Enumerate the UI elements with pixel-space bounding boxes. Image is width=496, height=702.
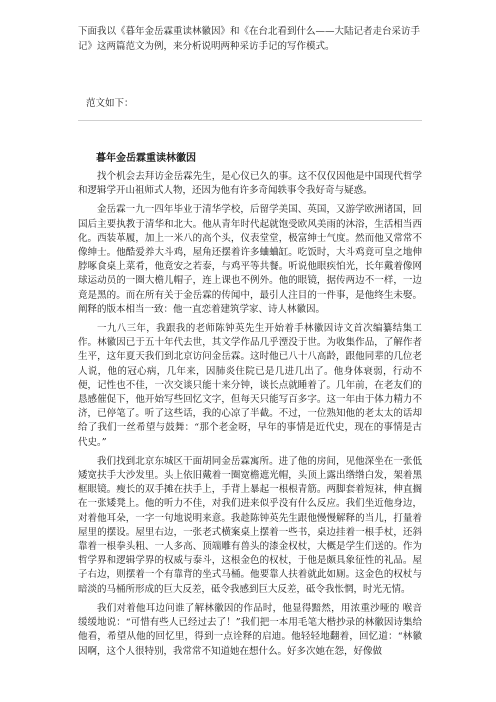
article-title: 暮年金岳霖重读林徽因 bbox=[96, 153, 196, 164]
sample-label: 范文如下： bbox=[86, 98, 134, 109]
article-body bbox=[78, 170, 422, 664]
paragraph: 找个机会去拜访金岳霖先生，是心仪已久的事。这不仅仅因他是中国现代哲学和逻辑学开山祖师式人物，还因为他有许多奇闻轶事令我好奇与疑惑。 bbox=[78, 171, 422, 197]
paragraph: 我们对着他耳边问谁了解林徽因的作品时，他显得黯然，用浓重沙哑的 喉音缓缓地说：“可惜有些人已经过去了！”我们把一本用毛笔大楷抄录的林徽因诗集给他看，希望从他的回忆里，得到一点诠释的启迪。他轻轻地翻着，回忆道：“林徽因啊，这个人很特别，我常常不知道她在想什么。好多次她在怨，好像做 bbox=[78, 602, 422, 657]
divider bbox=[78, 120, 422, 121]
intro-paragraph: 下面我以《暮年金岳霖重读林徽因》和《在台北看到什么——大陆记者走台采访手记》这两篇范文为例，来分析说明两种采访手记的写作模式。 bbox=[78, 26, 421, 52]
paragraph: 金岳霖一九一四年毕业于清华学校，后留学美国、英国，又游学欧洲诸国，回国后主要执教于清华和北大。他从青年时代起就饱受欧风美雨的沐浴，生活相当西化。西装革履，加上一米八的高个头，仪表堂堂，极富绅士气度。然而他又常常不像绅士。他酷爱养大斗鸡，屋角还摆着许多蛐蛐缸。吃饭时，大斗鸡竟可皇之地伸脖啄食桌上菜肴，他竟安之若泰，与鸡平等共餐。听说他眼疾怕光，长年戴着像网球运动员的一圈大檐儿帽子，连上课也不例外。他的眼镜，据传两边不一样，一边竟是黑的。而在所有关于金岳霖的传闻中，最引人注目的一件事，是他终生未娶。阐释的版本相当一致：他一直恋着建筑学家、诗人林徽因。 bbox=[78, 204, 422, 315]
paragraph: 一九八三年，我跟我的老师陈钟英先生开始着手林徽因诗文首次编纂结集工作。林徽因已于五十年代去世，其文学作品几乎湮没于世。为收集作品，了解作者生平，这年夏天我们到北京访问金岳霖。这时他已八十八高龄，跟他同辈的几位老人说，他的冠心病，几年来，因肺炎住院已是几进几出了。他身体衰弱，行动不便，记性也不佳，一次交谈只能十来分钟，谈长点就睡着了。几年前，在老友们的恳感催促下，他开始写些回忆文字，但每天只能写百多字。这一年由于体力精力不济，已停笔了。听了这些话，我的心凉了半截。不过，一位熟知他的老太太的话却给了我们一丝希望与鼓舞：“那个老金呀，早年的事情是近代史，现在的事情是古代史。” bbox=[78, 323, 422, 448]
paragraph: 我们找到北京东城区干面胡同金岳霖寓所。进了他的房间，见他深坐在一张低矮宽扶手大沙发里。头上依旧戴着一圈宽檐遮光帽，头顶上露出绺绺白发，架着黑框眼镜。瘦长的双手摊在扶手上，手背上暴起一根根青筋。两脚套着短袜，伸直搁在一张矮凳上。他的听力不佳，对我们进来似乎没有什么反应。我们坐近他身边，对着他耳朵，一字一句地说明来意。我趁陈钟英先生跟他慢慢解释的当儿，打量着屋里的摆设。屋里右边，一张老式横案桌上摆着一些书，桌边挂着一根手杖，还斜靠着一根拳头粗、一人多高、顶端雕有兽头的漆金权杖，大概是学生们送的。作为哲学界和逻辑学界的权威与泰斗，这根金色的权杖，于他是颇具象征性的礼品。屋子右边，则摆着一个有靠背的坐式马桶。他要靠人扶着就此如厕。这金色的权杖与暗淡的马桶所形成的巨大反差，砥令我感到巨大反差，砥令我怅惘，时光无情。 bbox=[78, 455, 422, 595]
